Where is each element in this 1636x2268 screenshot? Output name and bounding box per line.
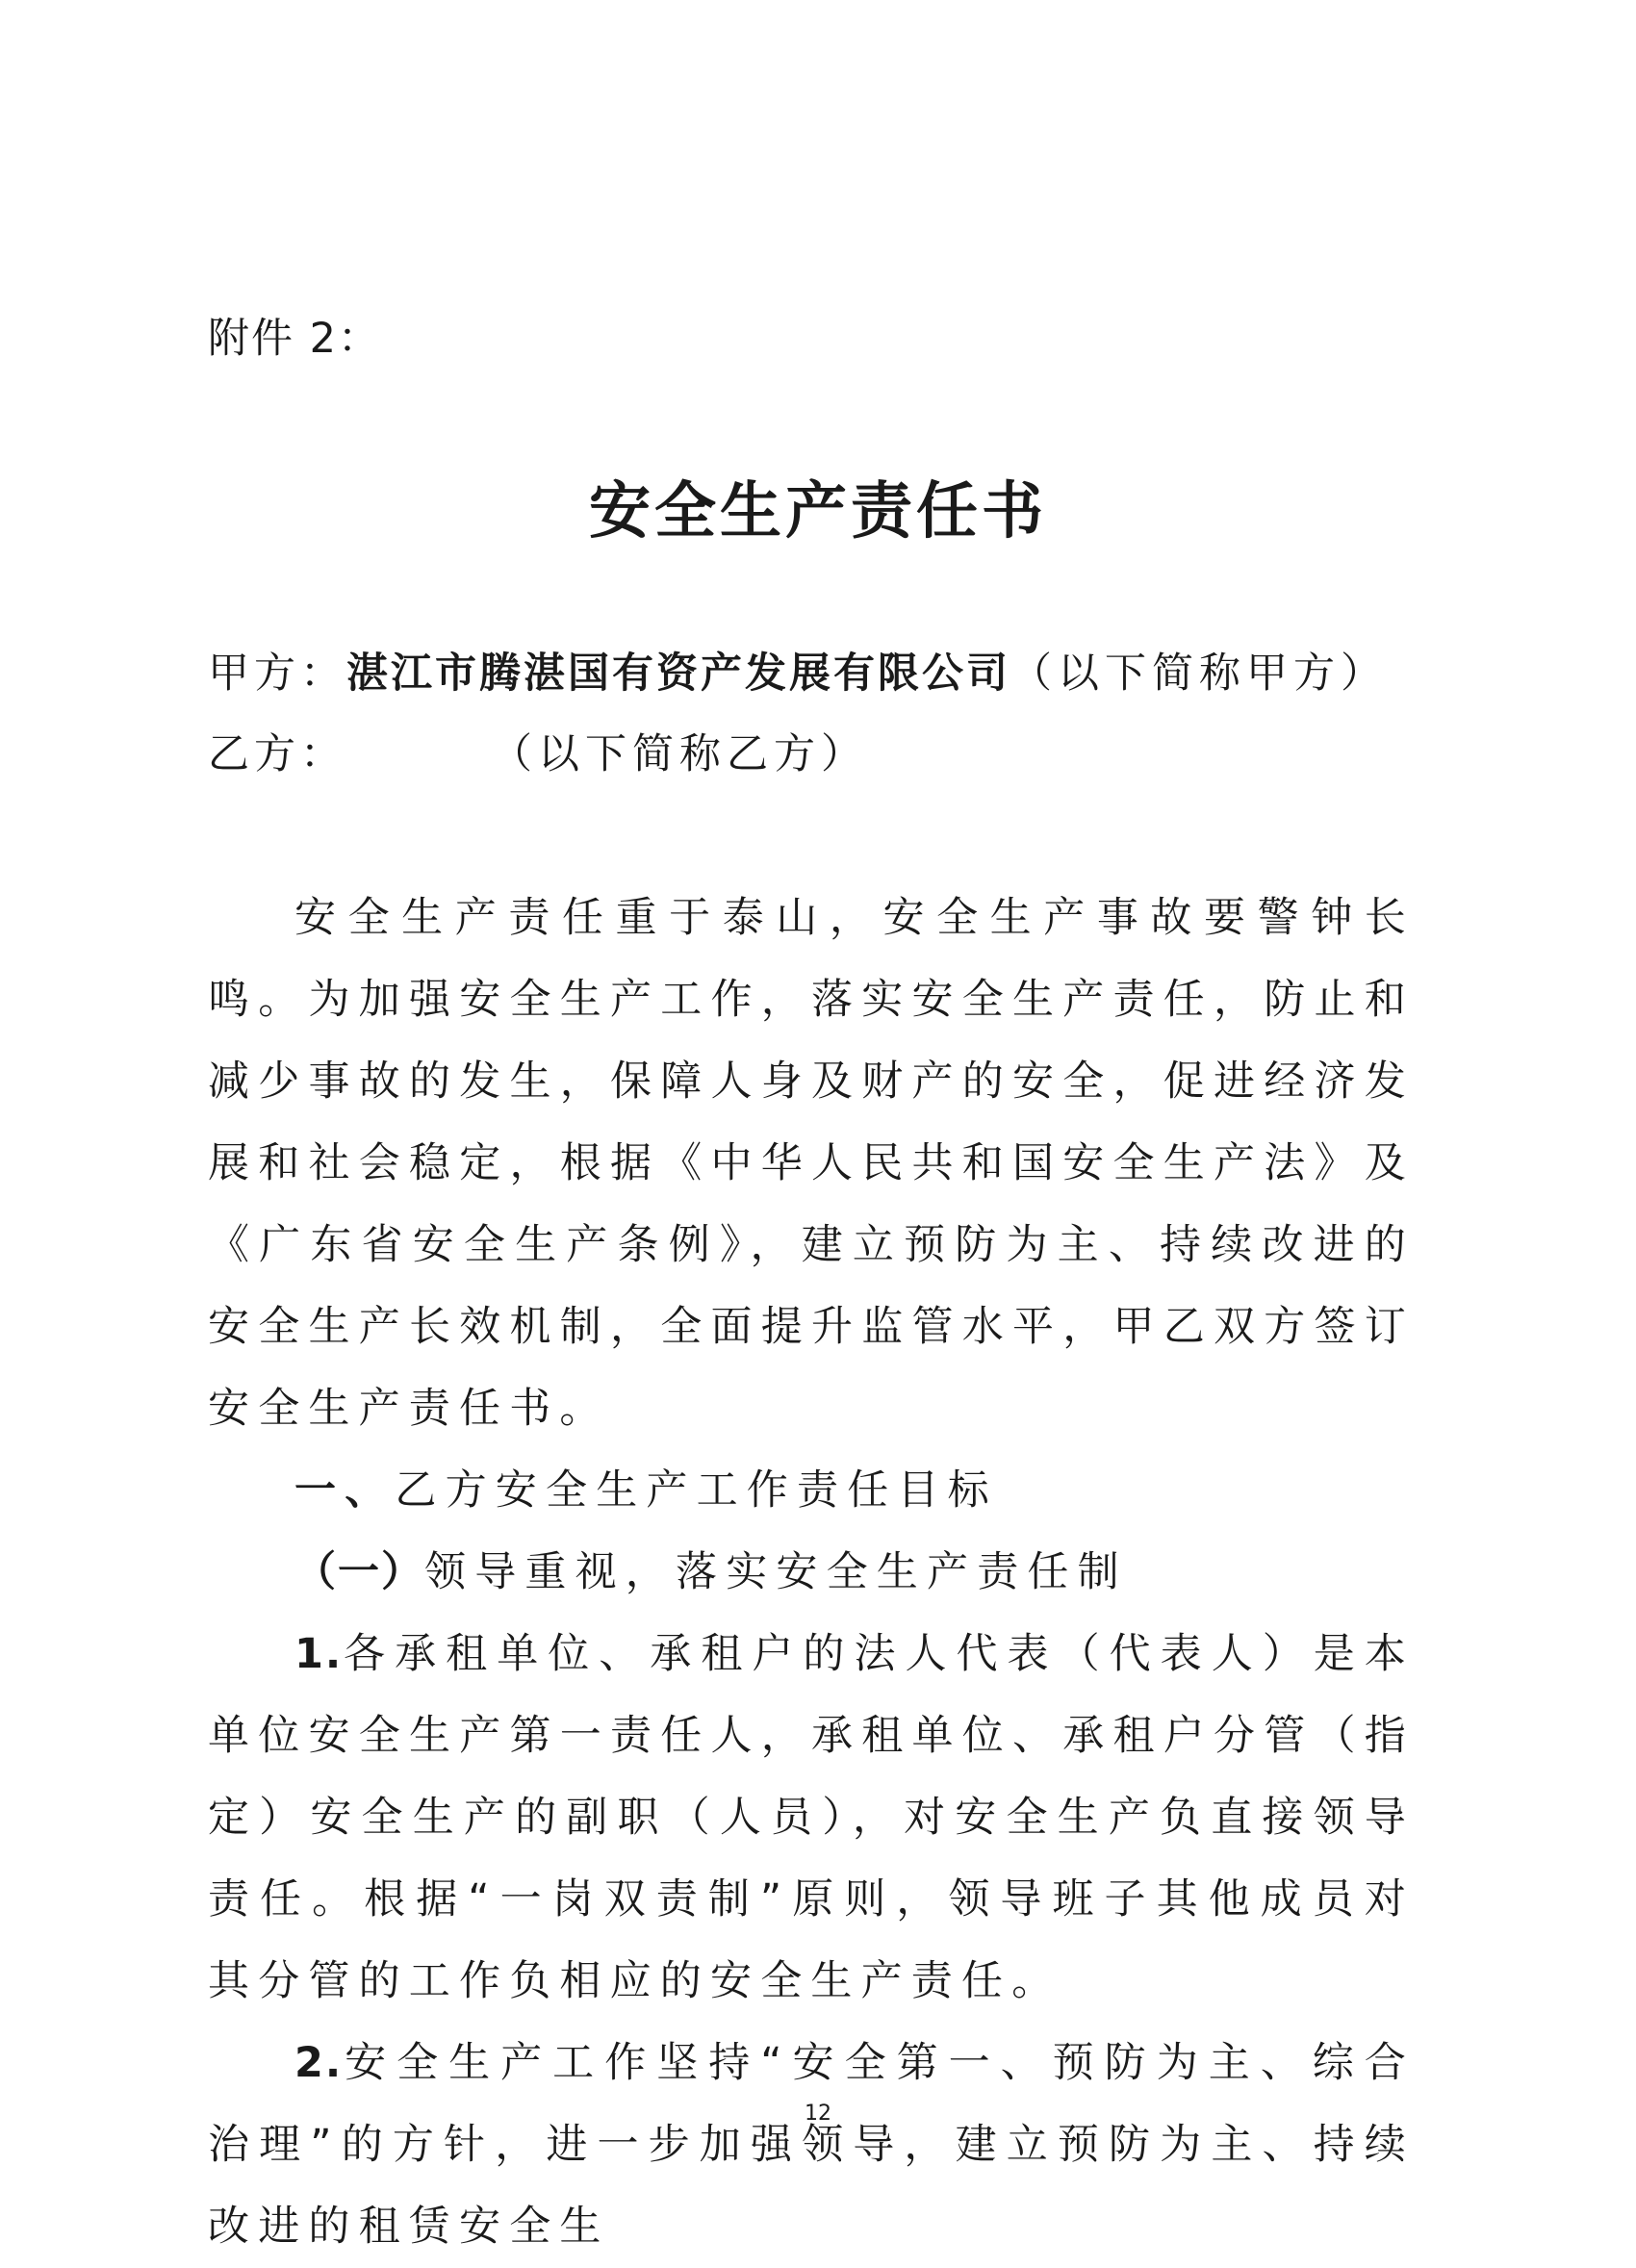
page-number: 12 xyxy=(805,2102,831,2126)
section-heading-1 xyxy=(208,1450,1415,1532)
subsection-heading-1-number: （一） xyxy=(294,1548,424,1596)
party-b-label: 乙方： xyxy=(208,730,346,778)
subsection-heading-1 xyxy=(208,1532,1415,1614)
subsection-heading-1-text: 领导重视，落实安全生产责任制 xyxy=(424,1548,1128,1596)
item-2-paragraph xyxy=(208,2023,1415,2268)
party-a-note: （以下简称甲方） xyxy=(1010,650,1388,698)
party-a-name: 湛江市腾湛国有资产发展有限公司 xyxy=(346,650,1010,698)
intro-paragraph: 安全生产责任重于泰山，安全生产事故要警钟长鸣。为加强安全生产工作，落实安全生产责任，防止和减少事故的发生，保障人身及财产的安全，促进经济发展和社会稳定，根据《中华人民共和国安全生产法》及《广东省安全生产条例》，建立预防为主、持续改进的安全生产长效机制，全面提升监管水平，甲乙双方签订安全生产责任书。 xyxy=(208,894,1415,1433)
party-a-label: 甲方： xyxy=(208,650,346,698)
party-a-line xyxy=(208,641,1388,700)
section-heading-1-number: 一、 xyxy=(294,1466,396,1515)
document-body xyxy=(208,878,1415,2268)
document-title: 安全生产责任书 xyxy=(589,475,1047,548)
item-1-number: 1. xyxy=(294,1630,344,1678)
party-b-note: （以下简称乙方） xyxy=(491,730,868,778)
section-heading-1-text: 乙方安全生产工作责任目标 xyxy=(395,1466,998,1515)
party-b-line xyxy=(208,722,868,780)
item-2-number: 2. xyxy=(294,2039,344,2087)
item-1-text: 各承租单位、承租户的法人代表（代表人）是本单位安全生产第一责任人，承租单位、承租户分管（指定）安全生产的副职（人员），对安全生产负直接领导责任。根据“一岗双责制”原则，领导班子其他成员对其分管的工作负相应的安全生产责任。 xyxy=(208,1630,1415,2005)
item-1-paragraph xyxy=(208,1614,1415,2023)
item-2-text: 安全生产工作坚持“安全第一、预防为主、综合治理”的方针，进一步加强领导，建立预防为主、持续改进的租赁安全生 xyxy=(208,2039,1415,2251)
attachment-label: 附件 2： xyxy=(208,315,382,363)
